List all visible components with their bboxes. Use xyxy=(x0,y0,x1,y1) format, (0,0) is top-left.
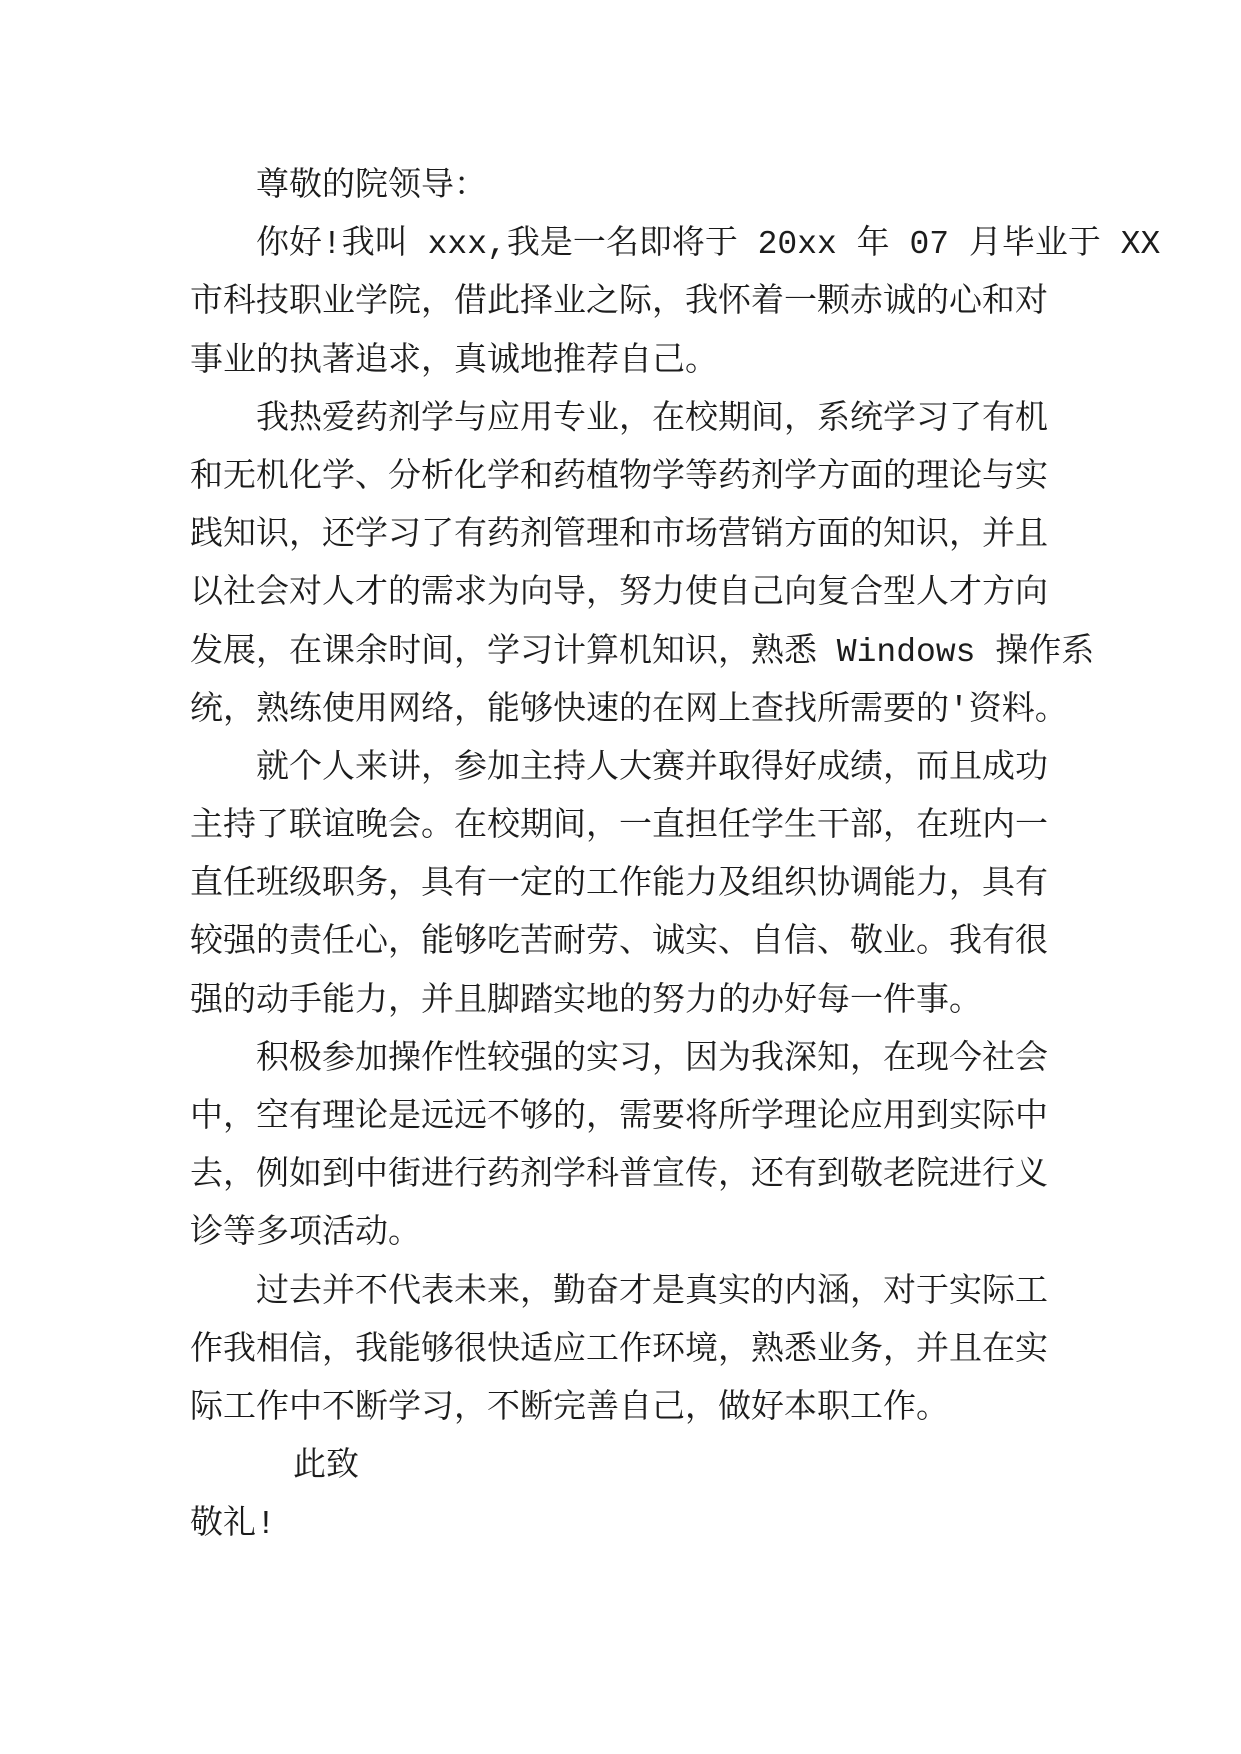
paragraph-line: 践知识，还学习了有药剂管理和市场营销方面的知识，并且 xyxy=(190,517,1048,555)
paragraph-line: 直任班级职务，具有一定的工作能力及组织协调能力，具有 xyxy=(190,866,1048,904)
paragraph-line: 强的动手能力，并且脚踏实地的努力的办好每一件事。 xyxy=(190,982,982,1020)
closing-block xyxy=(190,1438,1150,1554)
paragraph-line: 较强的责任心，能够吃苦耐劳、诚实、自信、敬业。我有很 xyxy=(190,924,1048,962)
paragraph-line: 主持了联谊晚会。在校期间，一直担任学生干部，在班内一 xyxy=(190,808,1048,846)
paragraph-line: 我热爱药剂学与应用专业，在校期间，系统学习了有机 xyxy=(256,400,1048,438)
paragraph-line: 过去并不代表未来，勤奋才是真实的内涵，对于实际工 xyxy=(256,1273,1048,1311)
paragraph-line: 诊等多项活动。 xyxy=(190,1215,421,1253)
letter-body xyxy=(190,158,1161,1555)
paragraph-line: 发展，在课余时间，学习计算机知识，熟悉 Windows 操作系 xyxy=(190,633,1095,671)
paragraph-line: 你好!我叫 xxx,我是一名即将于 20xx 年 07 月毕业于 XX xyxy=(256,226,1161,264)
paragraph-line: 际工作中不断学习，不断完善自己，做好本职工作。 xyxy=(190,1389,949,1427)
salutation-paragraph xyxy=(190,158,1150,216)
paragraph-personal xyxy=(190,740,1150,1031)
paragraph-education xyxy=(190,391,1150,740)
paragraph-line: 市科技职业学院，借此择业之际，我怀着一颗赤诚的心和对 xyxy=(190,284,1048,322)
paragraph-line: 就个人来讲，参加主持人大赛并取得好成绩，而且成功 xyxy=(256,749,1048,787)
paragraph-introduction xyxy=(190,216,1161,391)
paragraph-line: 去，例如到中街进行药剂学科普宣传，还有到敬老院进行义 xyxy=(190,1157,1048,1195)
paragraph-conclusion xyxy=(190,1264,1150,1439)
paragraph-practice xyxy=(190,1031,1150,1264)
closing: 此致 xyxy=(293,1448,359,1486)
paragraph-line: 和无机化学、分析化学和药植物学等药剂学方面的理论与实 xyxy=(190,458,1048,496)
paragraph-line: 以社会对人才的需求为向导，努力使自己向复合型人才方向 xyxy=(190,575,1048,613)
paragraph-line: 中，空有理论是远远不够的，需要将所学理论应用到实际中 xyxy=(190,1099,1048,1136)
salutation: 尊敬的院领导： xyxy=(256,168,487,205)
paragraph-line: 作我相信，我能够很快适应工作环境，熟悉业务，并且在实 xyxy=(190,1331,1048,1369)
paragraph-line: 积极参加操作性较强的实习，因为我深知，在现今社会 xyxy=(256,1040,1048,1078)
regards: 敬礼! xyxy=(190,1506,276,1544)
paragraph-line: 统，熟练使用网络，能够快速的在网上查找所需要的'资料。 xyxy=(190,691,1068,729)
paragraph-line: 事业的执著追求，真诚地推荐自己。 xyxy=(190,342,718,380)
